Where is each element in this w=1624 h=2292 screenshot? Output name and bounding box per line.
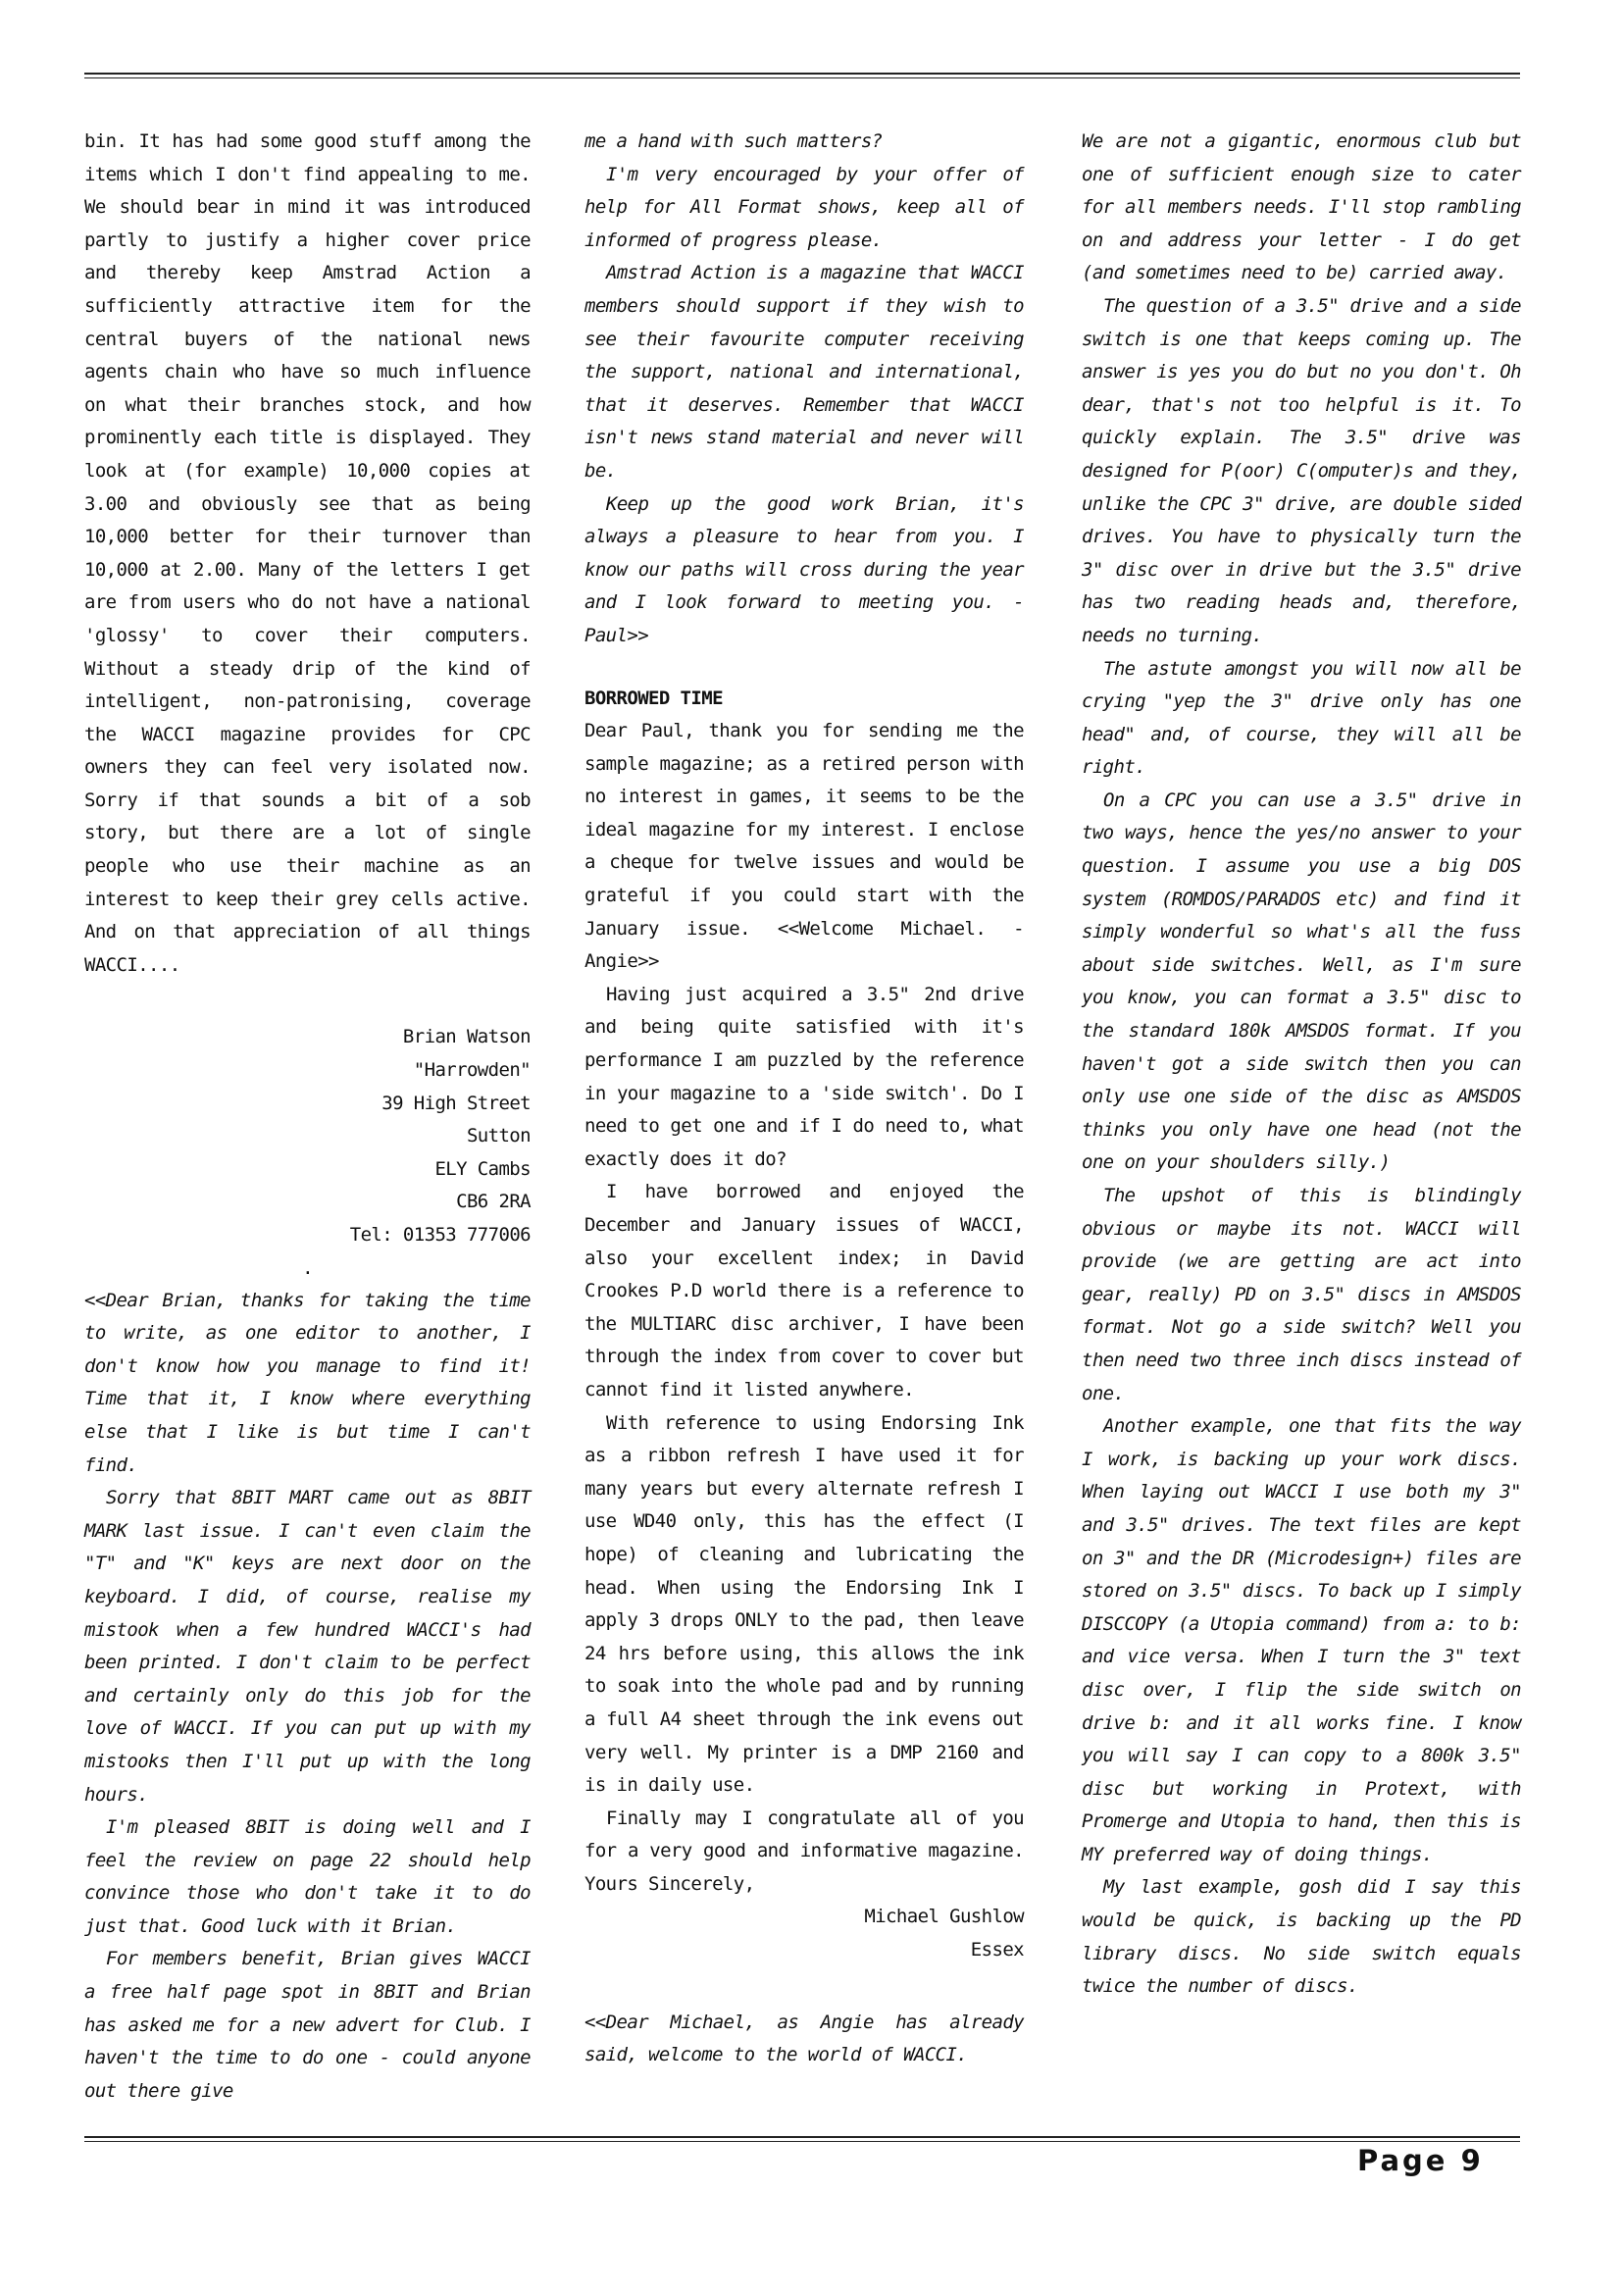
editor-reply: For members benefit, Brian gives WACCI a free half page spot in 8BIT and Brian has asked me for a new advert for Club. I haven't the time to do one - could anyone out there give	[84, 1948, 531, 2102]
editor-reply: <<Dear Brian, thanks for taking the time to write, as one editor to another, I don't know how you manage to find it! Time that it, I know where everything else that I like is but time I can't find.	[84, 1289, 531, 1476]
column-3	[1082, 126, 1521, 2004]
signature-line: Essex	[970, 1939, 1024, 1961]
editor-reply: Keep up the good work Brian, it's always a pleasure to hear from you. I know our paths will cross during the year and I look forward to meeting you. -Paul>>	[584, 492, 1024, 646]
address-line: Brian Watson	[402, 1026, 531, 1048]
editor-reply: <<Dear Michael, as Angie has already said, welcome to the world of WACCI.	[584, 2011, 1024, 2066]
editor-reply: The astute amongst you will now all be crying "yep the 3" drive only has one head" and, of course, they will all be right.	[1082, 657, 1521, 779]
editor-reply: me a hand with such matters?	[584, 130, 883, 152]
address-line: Tel: 01353 777006	[349, 1224, 531, 1246]
editor-reply: On a CPC you can use a 3.5" drive in two ways, hence the yes/no answer to your question. I assume you use a big DOS system (ROMDOS/PARADOS etc) and find it simply wonderful so what's all the fuss about side switches. Well, as I'm sure you know, you can format a 3.5" disc to the standard 180k AMSDOS format. If you haven't got a side switch then you can only use one side of the disc as AMSDOS thinks you only have one head (not the one on your shoulders silly.)	[1082, 789, 1521, 1174]
letter-paragraph: Finally may I congratulate all of you for a very good and informative magazine. Yours Sincerely,	[584, 1807, 1024, 1895]
separator-dot: .	[302, 1256, 313, 1279]
letter-paragraph: With reference to using Endorsing Ink as a ribbon refresh I have used it for many years but every alternate refresh I use WD40 only, this has the effect (I hope) of cleaning and lubricating the head. When using the Endorsing Ink I apply 3 drops ONLY to the pad, then leave 24 hrs before using, this allows the ink to soak into the whole pad and by running a full A4 sheet through the ink evens out very well. My printer is a DMP 2160 and is in daily use.	[584, 1411, 1024, 1797]
editor-reply: The question of a 3.5" drive and a side switch is one that keeps coming up. The answer is yes you do but no you don't. Oh dear, that's not too helpful is it. To quickly explain. The 3.5" drive was designed for P(oor) C(omputer)s and they, unlike the CPC 3" drive, are double sided drives. You have to physically turn the 3" disc over in drive but the 3.5" drive has two reading heads and, therefore, needs no turning.	[1082, 294, 1521, 646]
address-line: CB6 2RA	[456, 1191, 531, 1213]
bottom-rule	[84, 2136, 1520, 2142]
page-number: Page 9	[1357, 2144, 1484, 2177]
editor-reply: Sorry that 8BIT MART came out as 8BIT MARK last issue. I can't even claim the "T" and "K" keys are next door on the keyboard. I did, of course, realise my mistook when a few hundred WACCI's had been printed. I don't claim to be perfect and certainly only do this job for the love of WACCI. If you can put up with my mistooks then I'll put up with the long hours.	[84, 1487, 531, 1806]
letter-paragraph: I have borrowed and enjoyed the December and January issues of WACCI, also your excellent index; in David Crookes P.D world there is a reference to the MULTIARC disc archiver, I have been through the index from cover to cover but cannot find it listed anywhere.	[584, 1181, 1024, 1401]
address-line: ELY Cambs	[434, 1157, 531, 1180]
letter-paragraph: Having just acquired a 3.5" 2nd drive and being quite satisfied with it's performance I am puzzled by the reference in your magazine to a 'side switch'. Do I need to get one and if I do need to, what exactly does it do?	[584, 983, 1024, 1170]
editor-reply: Amstrad Action is a magazine that WACCI members should support if they wish to see their favourite computer receiving the support, national and international, that it deserves. Remember that WACCI isn't news stand material and never will be.	[584, 262, 1024, 482]
editor-reply: The upshot of this is blindingly obvious or maybe its not. WACCI will provide (we are getting are act into gear, really) PD on 3.5" discs in AMSDOS format. Not go a side switch? Well you then need two three inch discs instead of one.	[1082, 1185, 1521, 1404]
editor-reply: My last example, gosh did I say this would be quick, is backing up the PD library discs. No side switch equals twice the number of discs.	[1082, 1876, 1521, 1998]
editor-reply: Another example, one that fits the way I work, is backing up your work discs. When laying out WACCI I use both my 3" and 3.5" drives. The text files are kept on 3" and the DR (Microdesign+) files are stored on 3.5" discs. To back up I simply DISCCOPY (a Utopia command) from a: to b: and vice versa. When I turn the 3" text disc over, I flip the side switch on drive b: and it all works fine. I know you will say I can copy to a 800k 3.5" disc but working in Protext, with Promerge and Utopia to hand, then this is MY preferred way of doing things.	[1082, 1415, 1521, 1865]
signature-line: Michael Gushlow	[864, 1906, 1024, 1928]
top-rule	[84, 73, 1520, 78]
address-line: "Harrowden"	[413, 1059, 531, 1082]
column-1	[84, 126, 531, 2108]
editor-reply: I'm pleased 8BIT is doing well and I feel the review on page 22 should help convince those who don't take it to do just that. Good luck with it Brian.	[84, 1816, 531, 1937]
editor-reply: We are not a gigantic, enormous club but one of sufficient enough size to cater for all members needs. I'll stop rambling on and address your letter - I do get (and sometimes need to be) carried away.	[1082, 130, 1521, 284]
editor-reply: I'm very encouraged by your offer of help for All Format shows, keep all of informed of progress please.	[584, 163, 1024, 251]
address-line: Sutton	[466, 1125, 531, 1147]
column-2	[584, 126, 1024, 2072]
letter-paragraph: bin. It has had some good stuff among the items which I don't find appealing to me. We should bear in mind it was introduced partly to justify a higher cover price and thereby keep Amstrad Action a sufficiently attractive item for the central buyers of the national news agents chain who have so much influence on what their branches stock, and how prominently each title is displayed. They look at (for example) 10,000 copies at 3.00 and obviously see that as being 10,000 better for their turnover than 10,000 at 2.00. Many of the letters I get are from users who do not have a national 'glossy' to cover their computers. Without a steady drip of the kind of intelligent, non-patronising, coverage the WACCI magazine provides for CPC owners they can feel very isolated now. Sorry if that sounds a bit of a sob story, but there are a lot of single people who use their machine as an interest to keep their grey cells active. And on that appreciation of all things WACCI....	[84, 130, 531, 976]
section-heading: BORROWED TIME	[584, 687, 723, 709]
letter-paragraph: Dear Paul, thank you for sending me the sample magazine; as a retired person with no interest in games, it seems to be the ideal magazine for my interest. I enclose a cheque for twelve issues and would be grateful if you could start with the January issue. <<Welcome Michael. -Angie>>	[584, 720, 1024, 973]
address-line: 39 High Street	[381, 1092, 531, 1114]
